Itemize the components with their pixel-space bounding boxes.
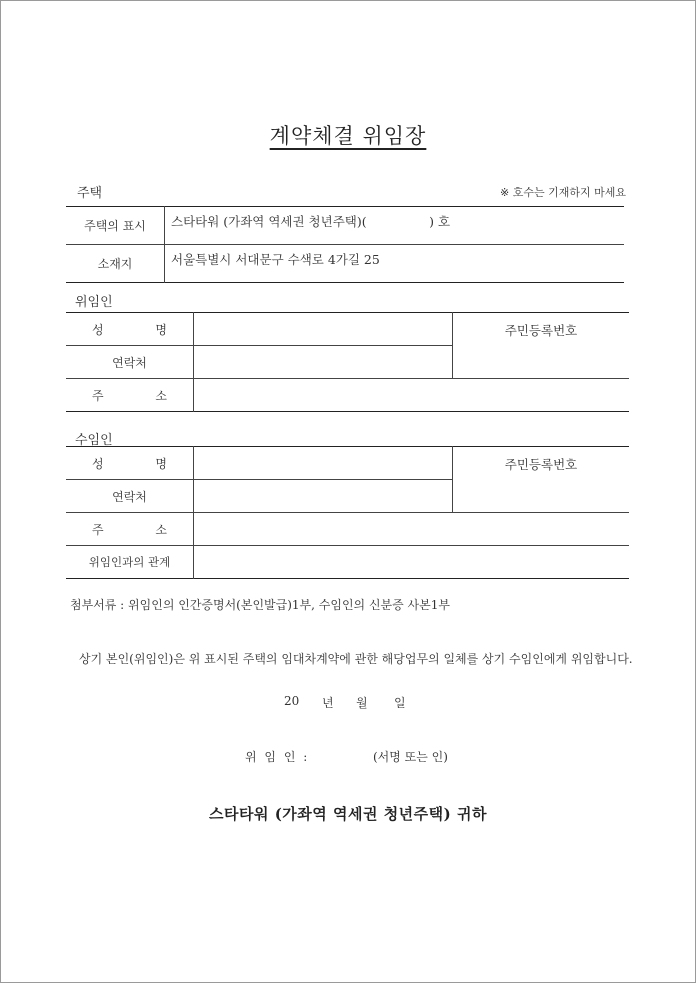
- delegator-name-label: 성 명: [66, 313, 194, 346]
- attachments-text: 첨부서류 : 위임인의 인간증명서(본인발급)1부, 수임인의 신분증 사본1부: [70, 598, 450, 612]
- date-day-label: 일: [394, 696, 406, 710]
- delegate-name-label: 성 명: [66, 447, 194, 480]
- housing-table: [66, 206, 624, 283]
- delegator-table: [66, 312, 629, 412]
- delegate-name-field[interactable]: [194, 447, 453, 480]
- delegation-statement: 상기 본인(위임인)은 위 표시된 주택의 임대차계약에 관한 해당업무의 일체를 상기 수임인에게 위임합니다.: [79, 652, 633, 666]
- delegate-contact-label: 연락처: [66, 480, 194, 513]
- delegate-relation-field[interactable]: [194, 546, 630, 579]
- table-row: [66, 546, 629, 579]
- housing-section-label: 주택: [77, 186, 103, 201]
- signature-label: 위 임 인 :: [245, 750, 310, 764]
- delegator-rrn-field[interactable]: [453, 313, 630, 379]
- delegate-table: [66, 446, 629, 579]
- table-row: [66, 207, 624, 245]
- table-row: [66, 513, 629, 546]
- addressee: 스타타워 (가좌역 역세권 청년주택) 귀하: [209, 805, 487, 823]
- delegator-address-field[interactable]: [194, 379, 630, 412]
- delegate-address-label: 주 소: [66, 513, 194, 546]
- date-year-prefix: 20: [284, 694, 300, 708]
- delegate-relation-label: 위임인과의 관계: [66, 546, 194, 579]
- location-value: 서울특별시 서대문구 수색로 4가길 25: [165, 245, 625, 283]
- housing-display-value: 스타타워 (가좌역 역세권 청년주택)( ) 호: [171, 214, 451, 229]
- table-row: [66, 447, 629, 480]
- table-row: [66, 379, 629, 412]
- table-row: [66, 245, 624, 283]
- delegate-rrn-field[interactable]: [453, 447, 630, 513]
- delegate-contact-field[interactable]: [194, 480, 453, 513]
- signature-mark: (서명 또는 인): [373, 750, 448, 764]
- delegate-address-field[interactable]: [194, 513, 630, 546]
- document-title: 계약체결 위임장: [269, 124, 427, 148]
- delegator-rrn-label: 주민등록번호: [504, 323, 578, 338]
- table-row: [66, 313, 629, 346]
- date-year-label: 년: [322, 696, 334, 710]
- date-month-label: 월: [356, 696, 368, 710]
- location-label: 소재지: [66, 245, 165, 283]
- delegator-contact-field[interactable]: [194, 346, 453, 379]
- housing-display-label: 주택의 표시: [66, 207, 165, 245]
- delegator-name-field[interactable]: [194, 313, 453, 346]
- delegator-contact-label: 연락처: [66, 346, 194, 379]
- delegator-section-label: 위임인: [75, 295, 113, 310]
- delegate-section-label: 수임인: [75, 433, 113, 448]
- delegator-address-label: 주 소: [66, 379, 194, 412]
- housing-note: ※ 호수는 기재하지 마세요: [500, 186, 626, 199]
- delegate-rrn-label: 주민등록번호: [504, 457, 578, 472]
